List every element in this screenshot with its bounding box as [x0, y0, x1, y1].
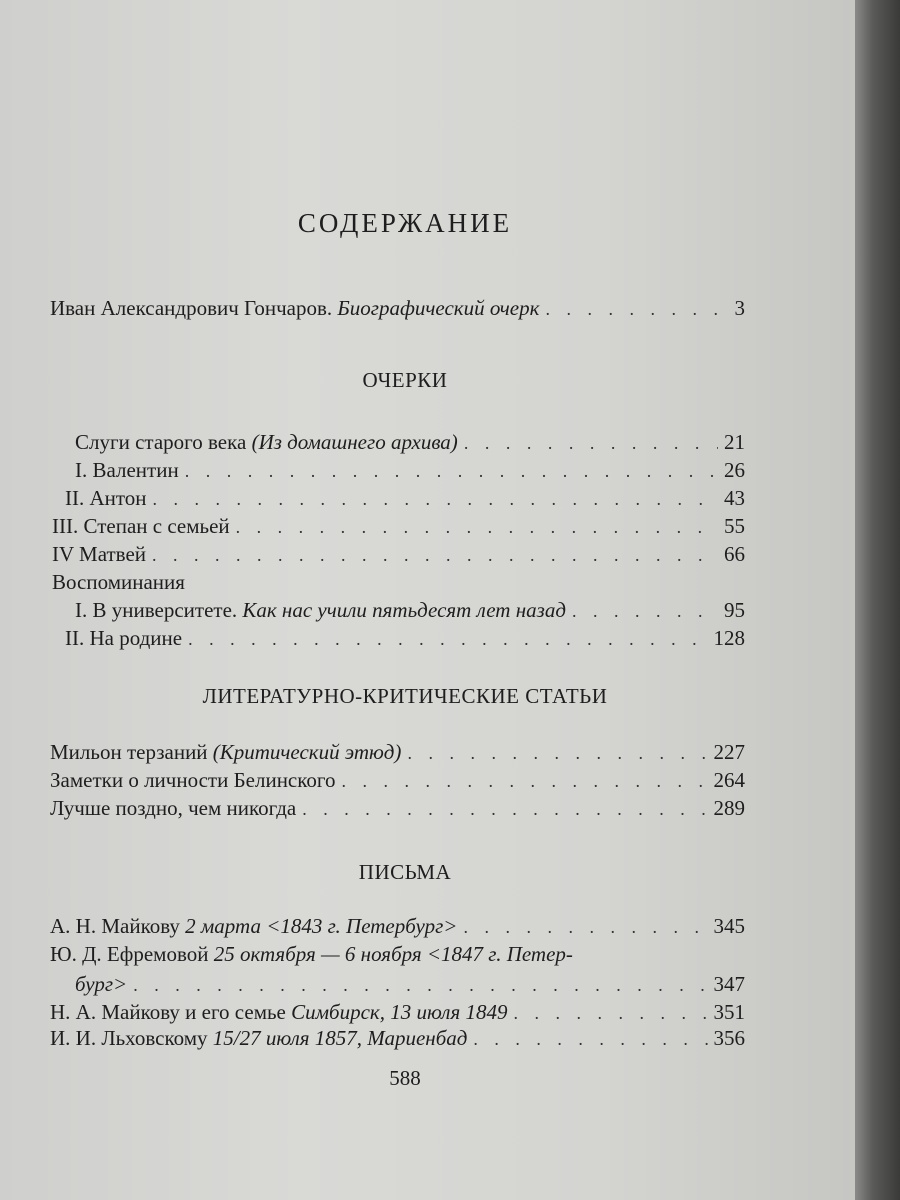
leader-dots [572, 601, 718, 622]
leader-dots [341, 771, 707, 792]
entry-subtitle: 2 марта <1843 г. Петербург> [185, 914, 458, 938]
entry-subtitle: (Критический этюд) [212, 740, 402, 764]
leader-dots [473, 1029, 707, 1050]
page-ref: 289 [713, 796, 745, 820]
entry-subtitle: (Из домашнего архива) [251, 430, 458, 454]
toc-entry-efremova-line1 [50, 942, 573, 967]
toc-entry-belinsky [50, 768, 745, 793]
toc-entry-matvey [52, 542, 745, 567]
leader-dots [302, 799, 707, 820]
page-ref: 21 [724, 430, 745, 454]
page-ref: 227 [713, 740, 745, 764]
page-ref: 351 [713, 1000, 745, 1024]
leader-dots [188, 629, 707, 650]
section-heading-critical: ЛИТЕРАТУРНО-КРИТИЧЕСКИЕ СТАТЬИ [202, 684, 608, 708]
toc-entry-efremova-line2 [75, 972, 745, 997]
section-heading-letters: ПИСЬМА [358, 860, 452, 884]
entry-title: И. И. Льховскому [50, 1026, 208, 1050]
leader-dots [185, 461, 718, 482]
entry-title: I. Валентин [75, 458, 179, 482]
entry-title: Лучше поздно, чем никогда [50, 796, 297, 820]
toc-entry-slugi [75, 430, 745, 455]
toc-entry-lkhovsky [50, 1026, 745, 1051]
toc-entry-stepan [52, 514, 745, 539]
leader-dots [407, 743, 707, 764]
entry-subtitle: Как нас учили пятьдесят лет назад [242, 598, 566, 622]
entry-title: Н. А. Майкову и его семье [50, 1000, 286, 1024]
entry-subtitle: Симбирск, 13 июля 1849 [291, 1000, 508, 1024]
entry-title: II. Антон [65, 486, 147, 510]
entry-title: Ю. Д. Ефремовой [50, 942, 209, 966]
page-ref: 26 [724, 458, 745, 482]
leader-dots [133, 975, 707, 996]
page-ref: 43 [724, 486, 745, 510]
toc-entry-intro [50, 296, 745, 321]
toc-entry-anton [65, 486, 745, 511]
entry-title: II. На родине [65, 626, 183, 650]
entry-title: III. Степан с семьей [52, 514, 230, 538]
page-ref: 264 [713, 768, 745, 792]
page-ref: 347 [713, 972, 745, 996]
entry-title: А. Н. Майкову [50, 914, 180, 938]
entry-subtitle: 15/27 июля 1857, Мариенбад [212, 1026, 468, 1050]
toc-entry-university [75, 598, 745, 623]
leader-dots [464, 433, 718, 454]
page-ref: 3 [734, 296, 745, 320]
page-ref: 55 [724, 514, 745, 538]
entry-title: Иван Александрович Гончаров. [50, 296, 333, 320]
page-ref: 128 [713, 626, 745, 650]
entry-title: I. В университете. [75, 598, 238, 622]
section-heading-essays: ОЧЕРКИ [362, 368, 448, 392]
page-ref: 356 [713, 1026, 745, 1050]
toc-group-memories: Воспоминания [52, 570, 185, 594]
entry-title: Мильон терзаний [50, 740, 208, 764]
page-number: 588 [389, 1066, 421, 1090]
toc-entry-better-late [50, 796, 745, 821]
toc-entry-maikov-1843 [50, 914, 745, 939]
page-ref: 66 [724, 542, 745, 566]
toc-entry-rodina [65, 626, 745, 651]
entry-subtitle-continued: бург> [75, 972, 128, 996]
book-spine-edge [855, 0, 900, 1200]
entry-subtitle: 25 октября — 6 ноября <1847 г. Петер- [213, 942, 573, 966]
toc-entry-million [50, 740, 745, 765]
leader-dots [513, 1003, 707, 1024]
toc-entry-maikov-family [50, 1000, 745, 1025]
entry-title: Заметки о личности Белинского [50, 768, 336, 792]
entry-title: Слуги старого века [75, 430, 247, 454]
leader-dots [152, 545, 718, 566]
entry-subtitle: Биографический очерк [337, 296, 540, 320]
page-ref: 95 [724, 598, 745, 622]
leader-dots [545, 299, 728, 320]
leader-dots [463, 917, 707, 938]
entry-title: IV Матвей [52, 542, 147, 566]
leader-dots [153, 489, 718, 510]
toc-entry-valentin [75, 458, 745, 483]
leader-dots [236, 517, 718, 538]
page-title: СОДЕРЖАНИЕ [297, 208, 513, 238]
page-ref: 345 [713, 914, 745, 938]
